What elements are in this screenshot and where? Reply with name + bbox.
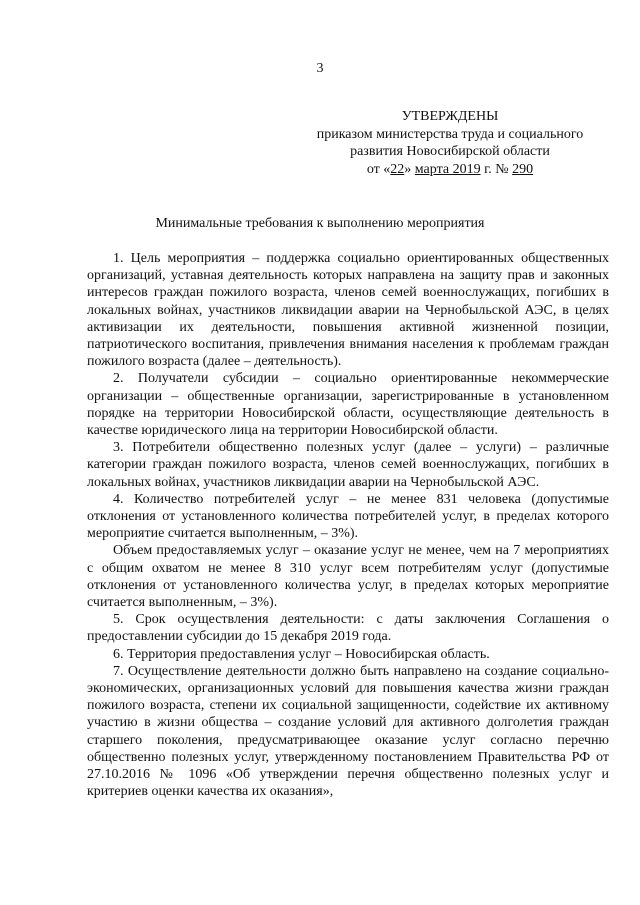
paragraph-consumers: 3. Потребители общественно полезных услуг (далее – услуги) – различные категории граждан пожилого возраста, членов семей военнослужащих, погибших в локальных войнах, участников ликвидации аварии на Чернобыльской АЭС. (87, 440, 609, 490)
date-month-year: марта 2019 (414, 161, 481, 177)
approval-line-ministry: развития Новосибирской области (350, 144, 550, 159)
order-number: 290 (512, 161, 534, 177)
paragraph-consumer-count: 4. Количество потребителей услуг – не менее 831 человека (допустимые отклонения от установленного количества потребителей услуг, в пределах которого мероприятие считается выполненным, – 3%). (87, 491, 609, 542)
paragraph-term: 5. Срок осуществления деятельности: с даты заключения Соглашения о предоставлении субсидии до 15 декабря 2019 года. (87, 612, 609, 645)
document-body (87, 250, 609, 801)
paragraph-goal: 1. Цель мероприятия – поддержка социально ориентированных общественных организаций, уставная деятельность которых направлена на защиту прав и законных интересов граждан пожилого возраста, членов семей военнослужащих, погибших в локальных войнах, участников ликвидации аварии на Чернобыльской АЭС, в целях активизации их деятельности, повышения активной жизненной позиции, патриотического воспитания, привлечения внимания населения к проблемам граждан пожилого возраста (далее – деятельность). (87, 251, 609, 370)
document-title: Минимальные требования к выполнению мероприятия (155, 216, 485, 231)
approval-block (300, 108, 600, 178)
date-prefix: от « (366, 161, 391, 177)
paragraph-recipients: 2. Получатели субсидии – социально ориентированные некоммерческие организации – общественные организации, зарегистрированные в установленном порядке на территории Новосибирской области, осуществляющие деятельность в качестве юридического лица на территории Новосибирской области. (87, 371, 609, 439)
date-mid: » (404, 161, 415, 177)
approval-heading: УТВЕРЖДЕНЫ (401, 109, 499, 124)
approval-date-line (300, 161, 600, 179)
page-number: 3 (316, 61, 324, 76)
paragraph-activity: 7. Осуществление деятельности должно быть направлено на создание социально-экономических, организационных условий для повышения качества жизни граждан пожилого возраста, степени их социальной защищенности, содействие их активному участию в жизни общества – создание условий для активного долголетия граждан старшего поколения, предусматривающее оказание услуг согласно перечню общественно полезных услуг, утвержденному постановлением Правительства РФ от 27.10.2016 № 1096 «Об утверждении перечня общественно полезных услуг и критериев оценки качества их оказания», (87, 663, 609, 800)
approval-line-order: приказом министерства труда и социального (316, 126, 584, 142)
paragraph-territory: 6. Территория предоставления услуг – Новосибирская область. (113, 646, 490, 662)
date-suffix: г. № (480, 161, 513, 177)
date-day: 22 (390, 161, 405, 177)
paragraph-service-volume: Объем предоставляемых услуг – оказание услуг не менее, чем на 7 мероприятиях с общим охватом не менее 8 310 услуг всем потребителям услуг (допустимые отклонения от установленного количества услуг, в пределах которых мероприятие считается выполненным, – 3%). (87, 543, 609, 611)
